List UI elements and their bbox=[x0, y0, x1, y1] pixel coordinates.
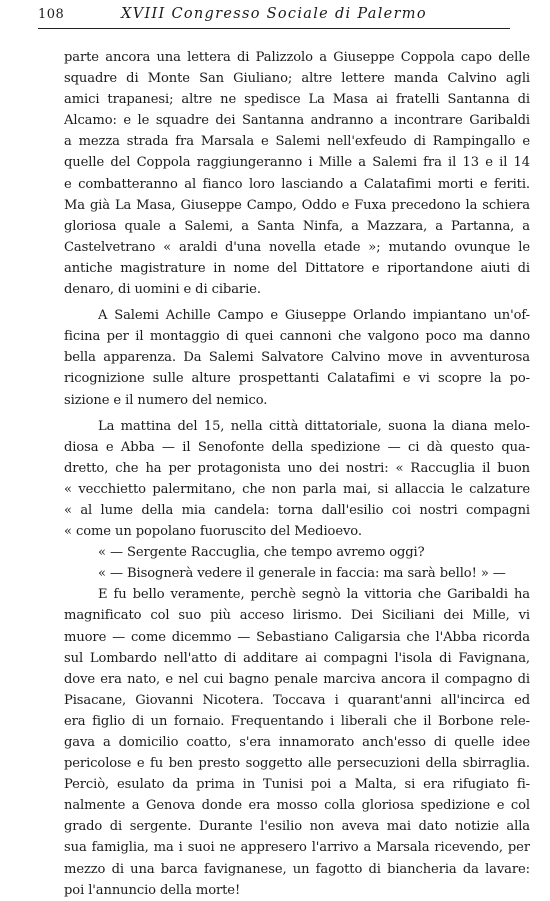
paragraph bbox=[64, 584, 530, 900]
running-title: XVIII Congresso Sociale di Palermo bbox=[121, 6, 427, 22]
text-line: sua famiglia, ma i suoi ne appresero l'arrivo a Marsala ricevendo, per bbox=[64, 840, 530, 856]
text-line: diosa e Abba — il Senofonte della spedizione — ci dà questo qua- bbox=[64, 439, 530, 455]
text-line: Perciò, esulato da prima in Tunisi poi a Malta, si era rifugiato fi- bbox=[64, 777, 530, 793]
text-line: poi l'annuncio della morte! bbox=[64, 882, 241, 898]
text-line: amici trapanesi; altre ne spedisce La Masa ai fratelli Santanna di bbox=[64, 92, 530, 108]
text-line: « come un popolano fuoruscito del Medioevo. bbox=[64, 524, 362, 540]
text-line: « vecchietto palermitano, che non parla mai, si allaccia le calzature bbox=[64, 481, 530, 497]
text-line: pericolose e fu ben presto soggetto alle persecuzioni della sbirraglia. bbox=[64, 756, 530, 772]
paragraph bbox=[64, 563, 530, 584]
text-line: parte ancora una lettera di Palizzolo a Giuseppe Coppola capo delle bbox=[64, 50, 530, 65]
text-line: mezzo di una barca favignanese, un fagotto di biancheria da lavare: bbox=[64, 861, 530, 877]
body-text bbox=[64, 47, 530, 901]
text-line: gava a domicilio coatto, s'era innamorato anch'esso di quelle idee bbox=[64, 735, 530, 750]
text-line: Castelvetrano « araldi d'una novella etade »; mutando ovunque le bbox=[64, 239, 530, 255]
text-line: ricognizione sulle alture prospettanti Calatafimi e vi scopre la po- bbox=[64, 371, 530, 387]
text-line: sul Lombardo nell'atto di additare ai compagni l'isola di Favignana, bbox=[64, 650, 530, 666]
text-line: « — Sergente Raccuglia, che tempo avremo oggi? bbox=[98, 545, 425, 561]
paragraph bbox=[64, 542, 530, 563]
text-line: gloriosa quale a Salemi, a Santa Ninfa, a Mazzara, a Partanna, a bbox=[64, 218, 530, 234]
paragraph bbox=[64, 47, 530, 300]
text-line: Alcamo: e le squadre dei Santanna andranno a incontrare Garibaldi bbox=[64, 113, 530, 129]
text-line: Pisacane, Giovanni Nicotera. Toccava i quarant'anni all'incirca ed bbox=[64, 692, 530, 708]
text-line: grado di sergente. Durante l'esilio non aveva mai dato notizie alla bbox=[64, 819, 530, 835]
paragraph bbox=[64, 305, 530, 410]
text-line: La mattina del 15, nella città dittatoriale, suona la diana melo- bbox=[98, 418, 530, 434]
text-line: « al lume della mia candela: torna dall'esilio coi nostri compagni bbox=[64, 502, 530, 518]
text-line: era figlio di un fornaio. Frequentando i liberali che il Borbone rele- bbox=[64, 713, 530, 729]
paragraph bbox=[64, 416, 530, 543]
text-line: A Salemi Achille Campo e Giuseppe Orlando impiantano un'of- bbox=[98, 308, 530, 324]
text-line: denaro, di uomini e di cibarie. bbox=[64, 282, 261, 298]
header-rule bbox=[38, 28, 510, 29]
text-line: muore — come dicemmo — Sebastiano Caligarsia che l'Abba ricorda bbox=[64, 629, 530, 645]
text-line: a mezza strada fra Marsala e Salemi nell'exfeudo di Rampingallo e bbox=[64, 134, 530, 150]
text-line: dretto, che ha per protagonista uno dei nostri: « Raccuglia il buon bbox=[64, 460, 530, 476]
text-line: dove era nato, e nel cui bagno penale marciva ancora il compagno di bbox=[64, 671, 530, 687]
page-number: 108 bbox=[38, 7, 65, 22]
text-line: antiche magistrature in nome del Dittatore e riportandone aiuti di bbox=[64, 260, 530, 276]
text-line: magnificato col suo più acceso lirismo. Dei Siciliani dei Mille, vi bbox=[64, 608, 530, 624]
text-line: nalmente a Genova donde era mosso colla gloriosa spedizione e col bbox=[64, 798, 530, 814]
text-line: squadre di Monte San Giuliano; altre lettere manda Calvino agli bbox=[64, 71, 530, 87]
text-line: quelle del Coppola raggiungeranno i Mille a Salemi fra il 13 e il 14 bbox=[64, 155, 530, 171]
text-line: Ma già La Masa, Giuseppe Campo, Oddo e Fuxa precedono la schiera bbox=[64, 197, 530, 213]
page-header bbox=[38, 4, 510, 28]
text-line: e combatteranno al fianco loro lasciando a Calatafimi morti e feriti. bbox=[64, 176, 530, 192]
text-line: E fu bello veramente, perchè segnò la vittoria che Garibaldi ha bbox=[98, 587, 530, 603]
text-line: « — Bisognerà vedere il generale in faccia: ma sarà bello! » — bbox=[98, 566, 506, 582]
text-line: sizione e il numero del nemico. bbox=[64, 392, 268, 408]
text-line: ficina per il montaggio di quei cannoni che valgono poco ma danno bbox=[64, 329, 530, 345]
text-line: bella apparenza. Da Salemi Salvatore Calvino move in avventurosa bbox=[64, 350, 530, 366]
